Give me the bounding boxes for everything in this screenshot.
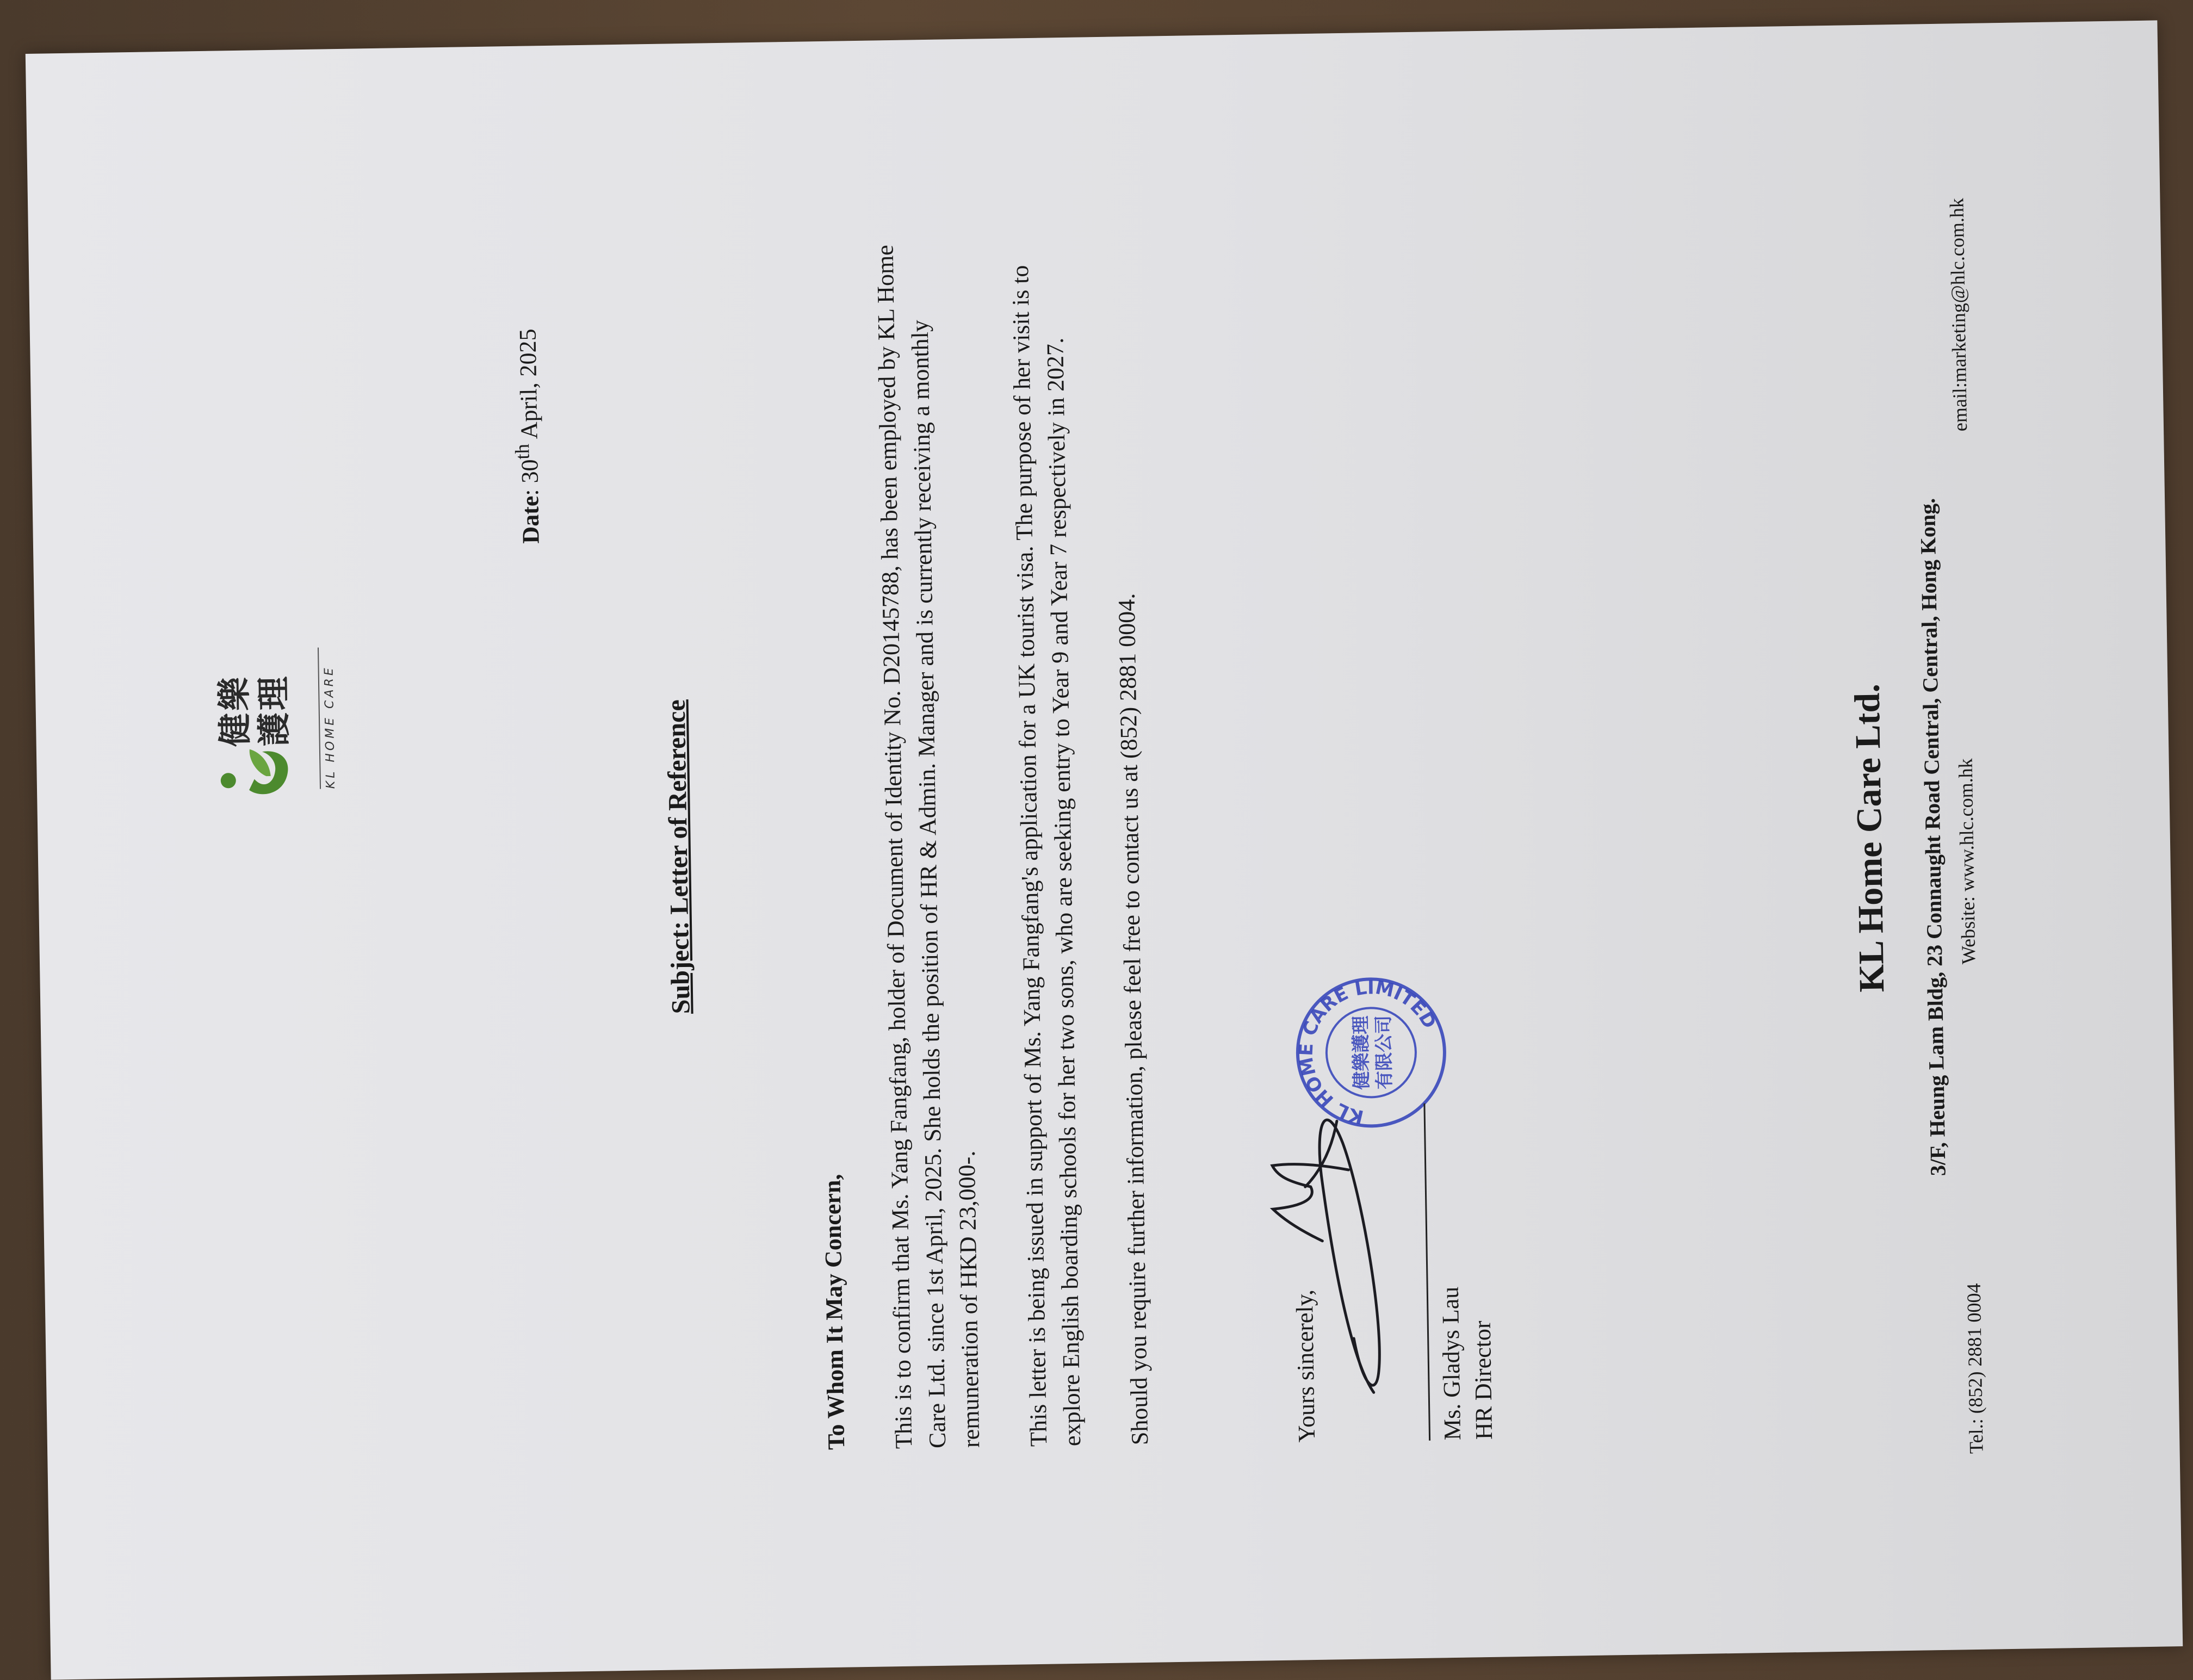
company-seal — [1291, 972, 1452, 1133]
logo-chinese-name — [215, 674, 294, 747]
footer-email: email:marketing@hlc.com.hk — [1946, 197, 1972, 432]
paragraph-employment: This is to confirm that Ms. Yang Fangfang, holder of Document of Identity No. D20145788, has been employed by KL Home Care Ltd. since 1st April, 2025. She holds the position of HR & Admin. Manager and is currently receiving a monthly remuneration of HKD 23,000-. — [871, 244, 985, 1449]
signature-line — [1423, 1104, 1430, 1441]
salutation: To Whom It May Concern, — [819, 1174, 850, 1450]
letter-date: Date: 30th April, 2025 — [511, 328, 544, 544]
closing: Yours sincerely, — [1291, 1289, 1321, 1443]
letter-subject: Subject: Letter of Reference — [661, 699, 696, 1014]
paragraph-contact: Should you require further information, please feel free to contact us at (852) 2881 0004. — [1113, 593, 1154, 1446]
company-logo — [214, 658, 380, 802]
svg-text:有限公司: 有限公司 — [1372, 1015, 1396, 1090]
letter-body — [801, 221, 1191, 1450]
footer-address: 3/F, Heung Lam Bldg, 23 Connaught Road Central, Central, Hong Kong. — [1915, 498, 1950, 1176]
svg-text:KL HOME CARE LIMITED: KL HOME CARE LIMITED — [1295, 976, 1441, 1128]
logo-chinese-line-2: 護理 — [253, 674, 294, 747]
footer-company-name: KL Home Care Ltd. — [1847, 683, 1892, 993]
signer-name: Ms. Gladys Lau — [1436, 1286, 1466, 1441]
leaf-heart-icon — [216, 746, 309, 802]
footer-tel: Tel.: (852) 2881 0004 — [1962, 1283, 1987, 1454]
signer-title: HR Director — [1469, 1321, 1498, 1440]
date-rest: April, 2025 — [514, 328, 543, 444]
logo-chinese-line-1: 健樂 — [214, 674, 255, 747]
svg-text:健樂護理: 健樂護理 — [1349, 1015, 1373, 1090]
footer-website: Website: www.hlc.com.hk — [1954, 758, 1980, 965]
date-day: 30 — [516, 459, 543, 483]
letter-sheet — [26, 20, 2183, 1679]
signer-block — [1435, 1286, 1500, 1440]
paragraph-purpose: This letter is being issued in support of Ms. Yang Fangfang's application for a UK tourist visa. The purpose of her visit is to explore English boarding schools for her two sons, who are seeking entry to Year 9 and Year 7 respectively in 2027. — [1007, 265, 1086, 1447]
logo-english-name: KL HOME CARE — [318, 647, 338, 789]
date-label: Date — [517, 495, 544, 544]
date-suffix: th — [511, 443, 534, 460]
